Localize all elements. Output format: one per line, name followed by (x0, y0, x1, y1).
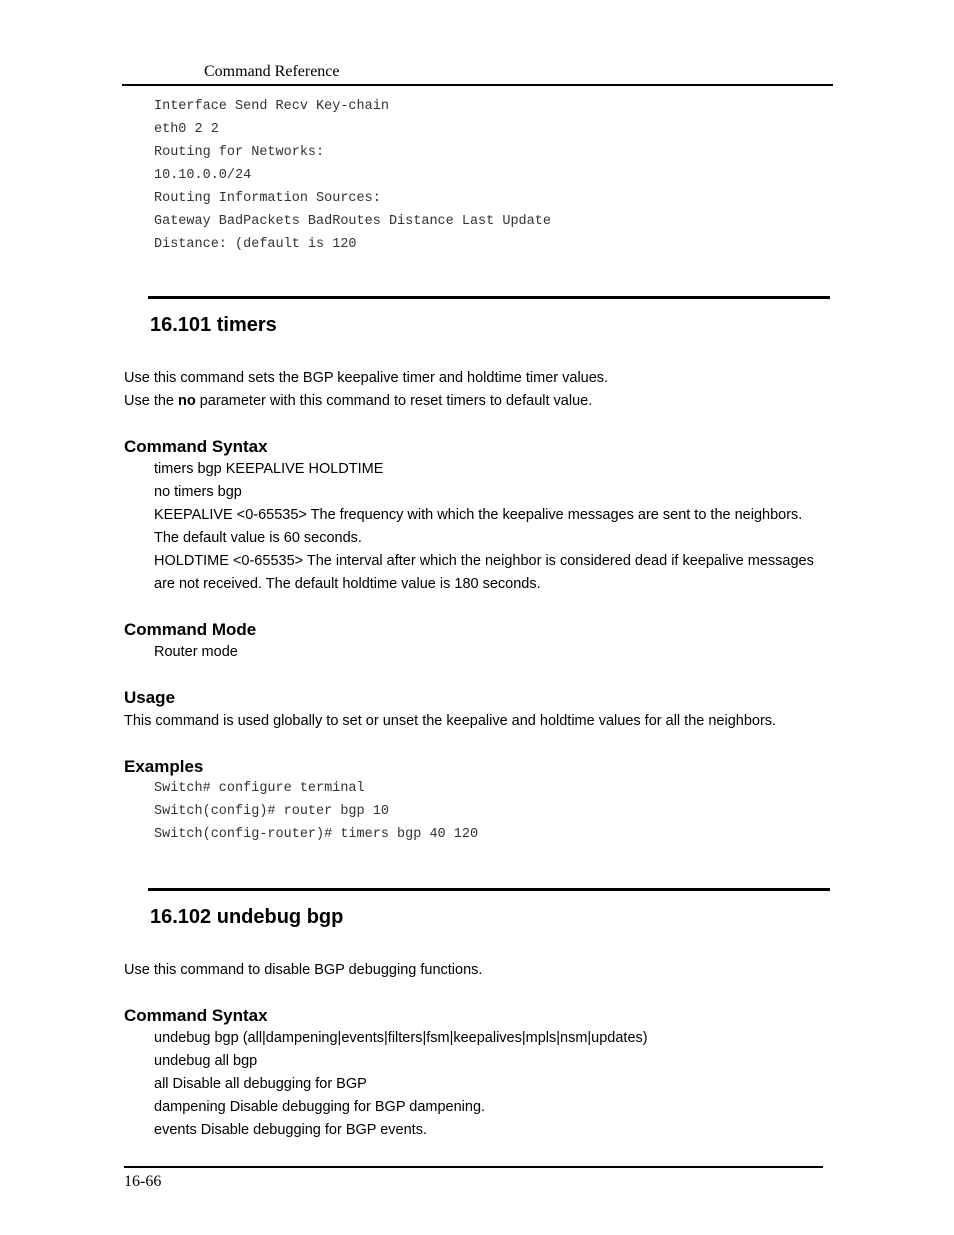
syntax-line: undebug bgp (all|dampening|events|filters|fsm|keepalives|mpls|nsm|updates) (154, 1030, 648, 1046)
code-line: eth0 2 2 (154, 122, 219, 137)
command-mode-heading: Command Mode (124, 620, 257, 639)
syntax-line: all Disable all debugging for BGP (154, 1076, 367, 1092)
top-code-block (154, 95, 551, 256)
command-syntax-heading: Command Syntax (124, 437, 268, 456)
no-keyword: no (178, 393, 196, 409)
header-rule (122, 84, 833, 86)
footer-rule (124, 1166, 823, 1168)
section-rule (148, 296, 830, 299)
code-line: Routing for Networks: (154, 145, 325, 160)
code-line: 10.10.0.0/24 (154, 168, 252, 183)
command-syntax-heading: Command Syntax (124, 1006, 268, 1025)
section-rule (148, 888, 830, 891)
command-syntax-list (154, 1027, 830, 1142)
command-syntax-list (154, 458, 830, 596)
syntax-line: timers bgp KEEPALIVE HOLDTIME (154, 461, 384, 477)
usage-text: This command is used globally to set or unset the keepalive and holdtime values for all the neighbors. (124, 713, 777, 729)
section-title-undebug-bgp: 16.102 undebug bgp (150, 906, 344, 928)
intro-paragraph: Use this command to disable BGP debugging functions. (124, 962, 483, 978)
syntax-line: are not received. The default holdtime value is 180 seconds. (154, 576, 541, 592)
examples-code-block (154, 777, 478, 846)
syntax-line: KEEPALIVE <0-65535> The frequency with which the keepalive messages are sent to the neighbors. (154, 507, 803, 523)
example-line: Switch# configure terminal (154, 781, 365, 796)
page-number: 16-66 (124, 1173, 162, 1190)
syntax-line: HOLDTIME <0-65535> The interval after which the neighbor is considered dead if keepalive messages (154, 553, 814, 569)
code-line: Interface Send Recv Key-chain (154, 99, 389, 114)
examples-heading: Examples (124, 757, 204, 776)
example-line: Switch(config)# router bgp 10 (154, 804, 389, 819)
running-header-title: Command Reference (204, 63, 340, 80)
command-mode-value: Router mode (154, 644, 238, 660)
section-title-timers: 16.101 timers (150, 314, 277, 336)
syntax-line: undebug all bgp (154, 1053, 258, 1069)
code-line: Distance: (default is 120 (154, 237, 357, 252)
syntax-line: dampening Disable debugging for BGP dampening. (154, 1099, 486, 1115)
intro-text-after: parameter with this command to reset timers to default value. (195, 393, 593, 409)
intro-paragraph: Use this command sets the BGP keepalive timer and holdtime timer values. (124, 370, 609, 386)
code-line: Routing Information Sources: (154, 191, 381, 206)
syntax-line: The default value is 60 seconds. (154, 530, 362, 546)
intro-text-before: Use the (124, 393, 178, 409)
code-line: Gateway BadPackets BadRoutes Distance Last Update (154, 214, 551, 229)
syntax-line: no timers bgp (154, 484, 242, 500)
usage-heading: Usage (124, 688, 176, 707)
intro-paragraph-no-param (124, 390, 592, 413)
syntax-line: events Disable debugging for BGP events. (154, 1122, 427, 1138)
example-line: Switch(config-router)# timers bgp 40 120 (154, 827, 479, 842)
